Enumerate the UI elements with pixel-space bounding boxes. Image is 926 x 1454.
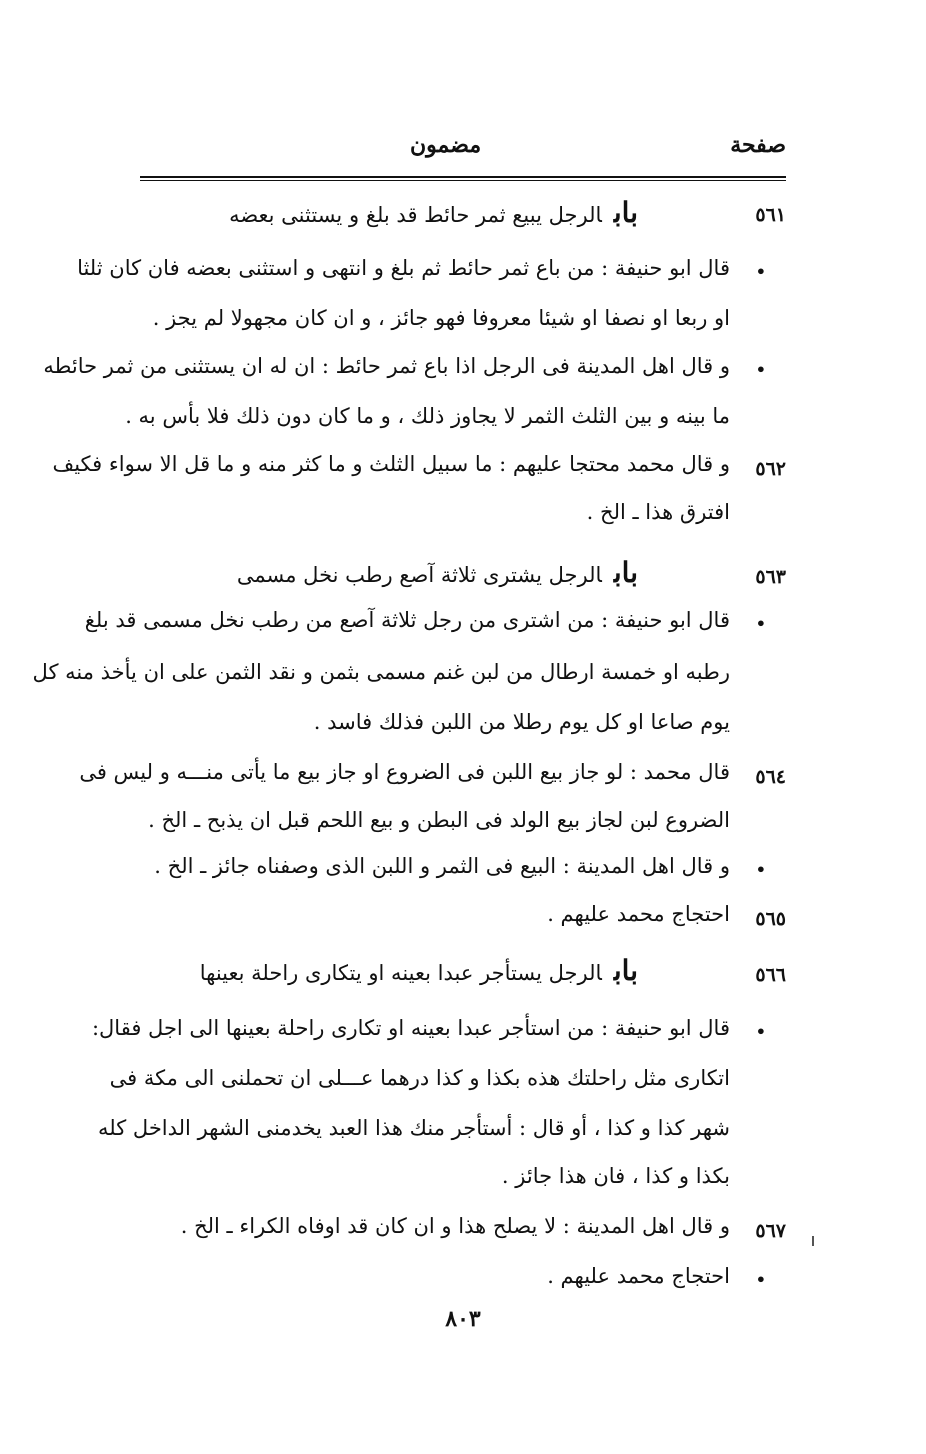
text-line: بكذا و كذا ، فان هذا جائز .	[501, 1164, 730, 1188]
header-rule-thin	[140, 180, 786, 181]
page-number: ٨٠٣	[445, 1306, 481, 1332]
text-line: و قال اهل المدينة : لا يصلح هذا و ان كان قد اوفاه الكراء ـ الخ .	[180, 1214, 730, 1238]
bullet-marker: •	[755, 860, 766, 879]
bullet-marker: •	[755, 1022, 766, 1041]
entry-number-562: ٥٦٢	[755, 458, 786, 480]
text-line: قال ابو حنيفة : من اشترى من رجل ثلاثة آصع من رطب نخل مسمى قد بلغ	[84, 608, 730, 632]
column-header-content: مضمون	[410, 132, 482, 158]
text-line: و قال اهل المدينة : البيع فى الثمر و اللبن الذى وصفناه جائز ـ الخ .	[154, 854, 730, 878]
entry-number-567: ٥٦٧	[755, 1220, 786, 1242]
text-line: ما بينه و بين الثلث الثمر لا يجاوز ذلك ، و ما كان دون ذلك فلا بأس به .	[125, 404, 730, 428]
bab-label: باب	[613, 954, 638, 987]
entry-number-565: ٥٦٥	[755, 908, 786, 930]
section-heading-566	[200, 954, 638, 987]
text-line: افترق هذا ـ الخ .	[586, 500, 730, 524]
column-header-page: صفحة	[730, 132, 786, 158]
text-line: قال محمد : لو جاز بيع اللبن فى الضروع او جاز بيع ما يأتى منـــه و ليس فى	[79, 760, 730, 784]
bullet-marker: •	[755, 614, 766, 633]
text-line: و قال اهل المدينة فى الرجل اذا باع ثمر حائط : ان له ان يستثنى من ثمر حائطه	[43, 354, 730, 378]
text-line: قال ابو حنيفة : من استأجر عبدا بعينه او تكارى راحلة بعينها الى اجل فقال:	[91, 1016, 730, 1040]
text-line: او ربعا او نصفا او شيئا معروفا فهو جائز ، و ان كان مجهولا لم يجز .	[152, 306, 730, 330]
bab-label: باب	[613, 556, 638, 589]
entry-number-566: ٥٦٦	[755, 964, 786, 986]
heading-text: الرجل يشترى ثلاثة آصع رطب نخل مسمى	[236, 563, 602, 587]
entry-number-563: ٥٦٣	[755, 566, 786, 588]
header-rule	[140, 176, 786, 178]
text-line: اتكارى مثل راحلتك هذه بكذا و كذا درهما عـــلى ان تحملنى الى مكة فى	[109, 1066, 730, 1090]
bullet-marker: •	[755, 1270, 766, 1289]
text-line: الضروع لبن لجاز بيع الولد فى البطن و بيع اللحم قبل ان يذبح ـ الخ .	[148, 808, 730, 832]
margin-mark	[812, 1236, 814, 1246]
text-line: رطبه او خمسة ارطال من لبن غنم مسمى بثمن و نقد الثمن على ان يأخذ منه كل	[32, 660, 730, 684]
bullet-marker: •	[755, 360, 766, 379]
heading-text: الرجل يستأجر عبدا بعينه او يتكارى راحلة بعينها	[199, 961, 602, 985]
section-heading-561	[229, 196, 638, 229]
heading-text: الرجل يبيع ثمر حائط قد بلغ و يستثنى بعضه	[229, 203, 602, 227]
entry-number-564: ٥٦٤	[755, 766, 786, 788]
entry-number-561: ٥٦١	[755, 204, 786, 226]
text-line: يوم صاعا او كل يوم رطلا من اللبن فذلك فاسد .	[313, 710, 730, 734]
text-line: شهر كذا و كذا ، أو قال : أستأجر منك هذا العبد يخدمنى الشهر الداخل كله	[98, 1116, 730, 1140]
text-line: احتجاج محمد عليهم .	[547, 1264, 730, 1288]
bab-label: باب	[613, 196, 638, 229]
text-line: قال ابو حنيفة : من باع ثمر حائط ثم بلغ و انتهى و استثنى بعضه فان كان ثلثا	[77, 256, 730, 280]
bullet-marker: •	[755, 262, 766, 281]
text-line: و قال محمد محتجا عليهم : ما سبيل الثلث و ما كثر منه و ما قل الا سواء فكيف	[52, 452, 730, 476]
section-heading-563	[237, 556, 638, 589]
text-line: احتجاج محمد عليهم .	[547, 902, 730, 926]
